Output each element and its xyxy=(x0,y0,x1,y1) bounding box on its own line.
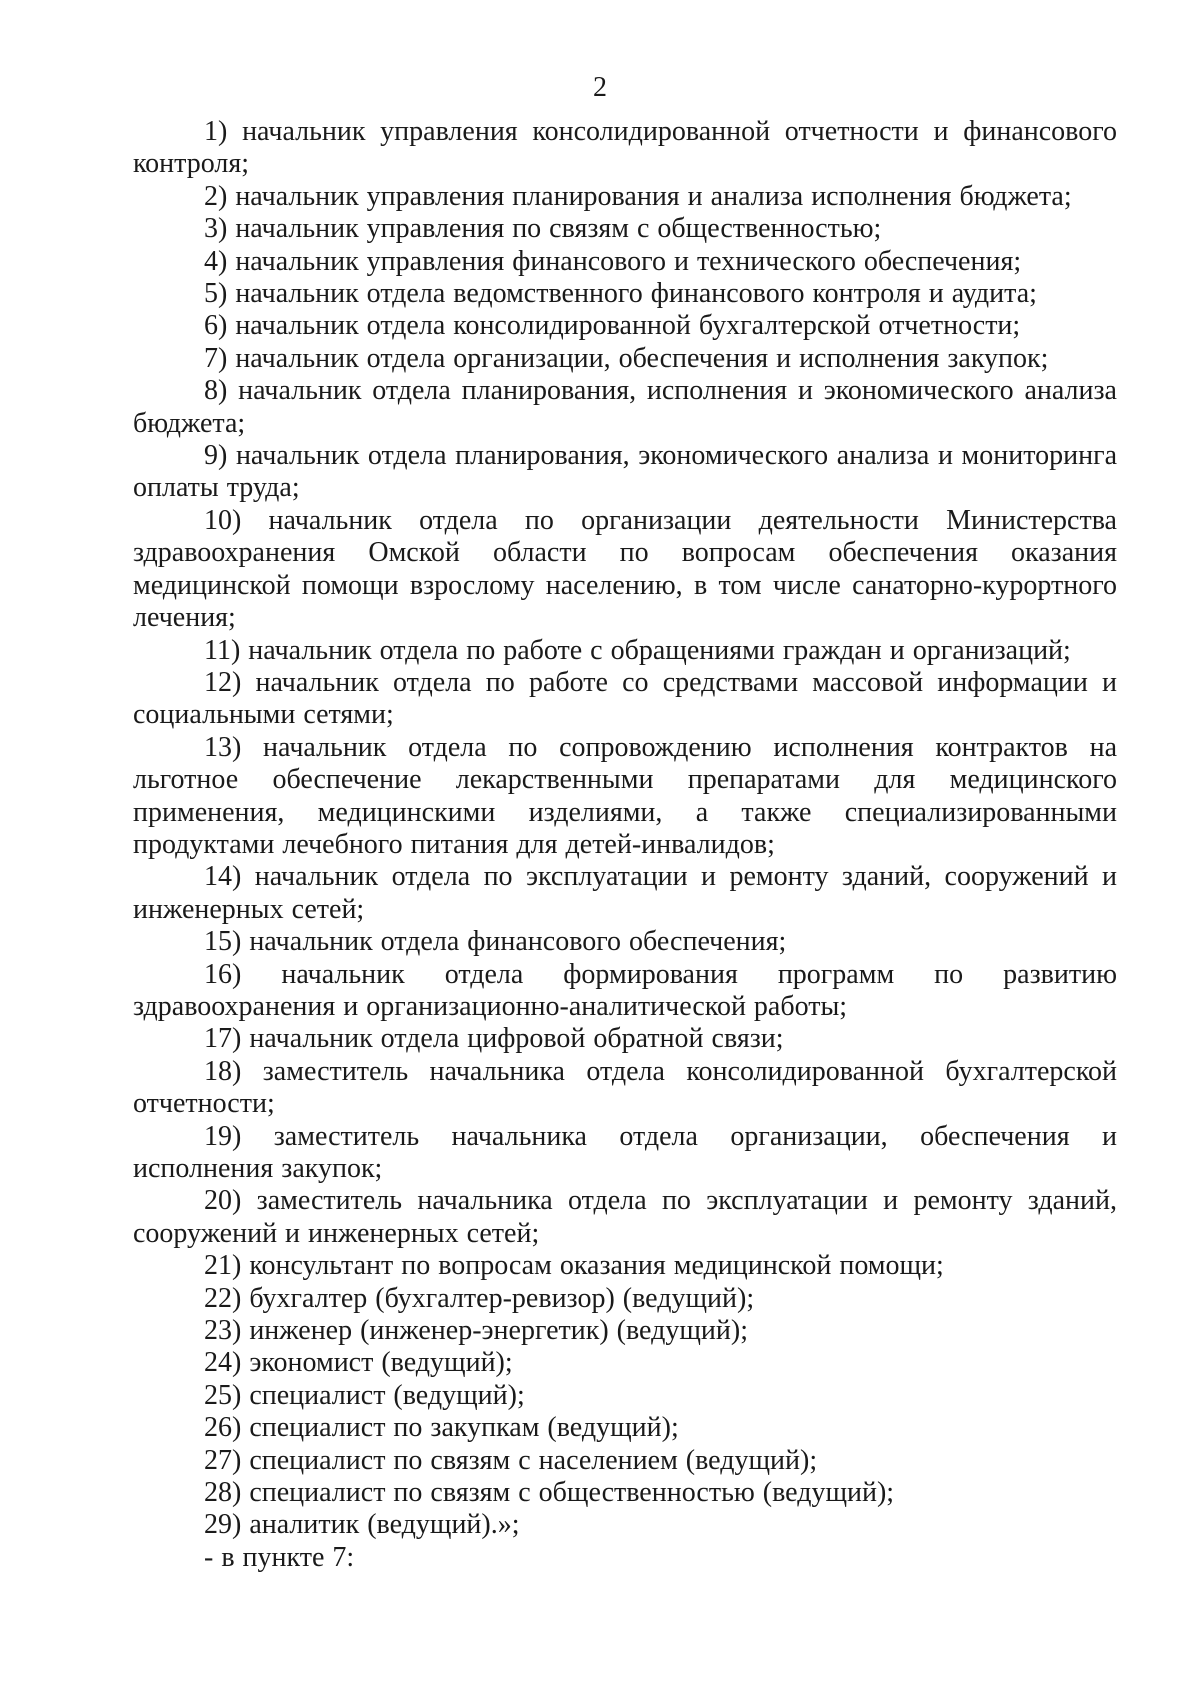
list-item-8: 8) начальник отдела планирования, исполнения и экономического анализа бюджета; xyxy=(133,375,1117,439)
list-item-2: 2) начальник управления планирования и анализа исполнения бюджета; xyxy=(204,180,1072,212)
list-item-21: 21) консультант по вопросам оказания медицинской помощи; xyxy=(204,1250,944,1282)
list-item-28: 28) специалист по связям с общественностью (ведущий); xyxy=(204,1477,895,1509)
list-item-18: 18) заместитель начальника отдела консолидированной бухгалтерской отчетности; xyxy=(133,1055,1117,1120)
list-item-25: 25) специалист (ведущий); xyxy=(204,1379,525,1411)
list-item-16: 16) начальник отдела формирования программ по развитию здравоохранения и организационно-аналитической работы; xyxy=(133,958,1117,1022)
list-item-15: 15) начальник отдела финансового обеспечения; xyxy=(204,926,787,958)
list-item-17: 17) начальник отдела цифровой обратной связи; xyxy=(204,1023,784,1055)
list-item-22: 22) бухгалтер (бухгалтер-ревизор) (ведущий); xyxy=(204,1282,755,1314)
list-item-1: 1) начальник управления консолидированной отчетности и финансового контроля; xyxy=(133,116,1117,180)
list-item-13: 13) начальник отдела по сопровождению исполнения контрактов на льготное обеспечение лекарственными препаратами для медицинского применения, медицинскими изделиями, а также специализированными продуктами лечебного питания для детей-инвалидов; xyxy=(133,731,1117,860)
list-item-9: 9) начальник отдела планирования, экономического анализа и мониторинга оплаты труда; xyxy=(133,440,1117,504)
list-item-7: 7) начальник отдела организации, обеспечения и исполнения закупок; xyxy=(204,342,1049,374)
list-item-10: 10) начальник отдела по организации деятельности Министерства здравоохранения Омской области по вопросам обеспечения оказания медицинской помощи взрослому населению, в том числе санаторно-курортного лечения; xyxy=(133,504,1117,634)
page-number: 2 xyxy=(593,72,607,103)
list-item-3: 3) начальник управления по связям с общественностью; xyxy=(204,213,882,245)
list-item-11: 11) начальник отдела по работе с обращениями граждан и организаций; xyxy=(204,634,1071,666)
list-item-4: 4) начальник управления финансового и технического обеспечения; xyxy=(204,245,1022,277)
list-item-24: 24) экономист (ведущий); xyxy=(204,1347,513,1379)
list-item-12: 12) начальник отдела по работе со средствами массовой информации и социальными сетями; xyxy=(133,666,1117,731)
list-item-29: 29) аналитик (ведущий).»; xyxy=(204,1509,520,1541)
list-item-6: 6) начальник отдела консолидированной бухгалтерской отчетности; xyxy=(204,310,1021,342)
list-item-26: 26) специалист по закупкам (ведущий); xyxy=(204,1412,679,1444)
list-item-20: 20) заместитель начальника отдела по эксплуатации и ремонту зданий, сооружений и инженерных сетей; xyxy=(133,1185,1117,1249)
list-item-23: 23) инженер (инженер-энергетик) (ведущий); xyxy=(204,1315,748,1347)
list-item-19: 19) заместитель начальника отдела организации, обеспечения и исполнения закупок; xyxy=(133,1120,1117,1184)
list-item-27: 27) специалист по связям с населением (ведущий); xyxy=(204,1444,818,1476)
list-item-point-7: - в пункте 7: xyxy=(204,1541,355,1573)
list-item-14: 14) начальник отдела по эксплуатации и ремонту зданий, сооружений и инженерных сетей; xyxy=(133,861,1117,925)
document-body xyxy=(133,116,1117,1574)
list-item-5: 5) начальник отдела ведомственного финансового контроля и аудита; xyxy=(204,278,1037,310)
